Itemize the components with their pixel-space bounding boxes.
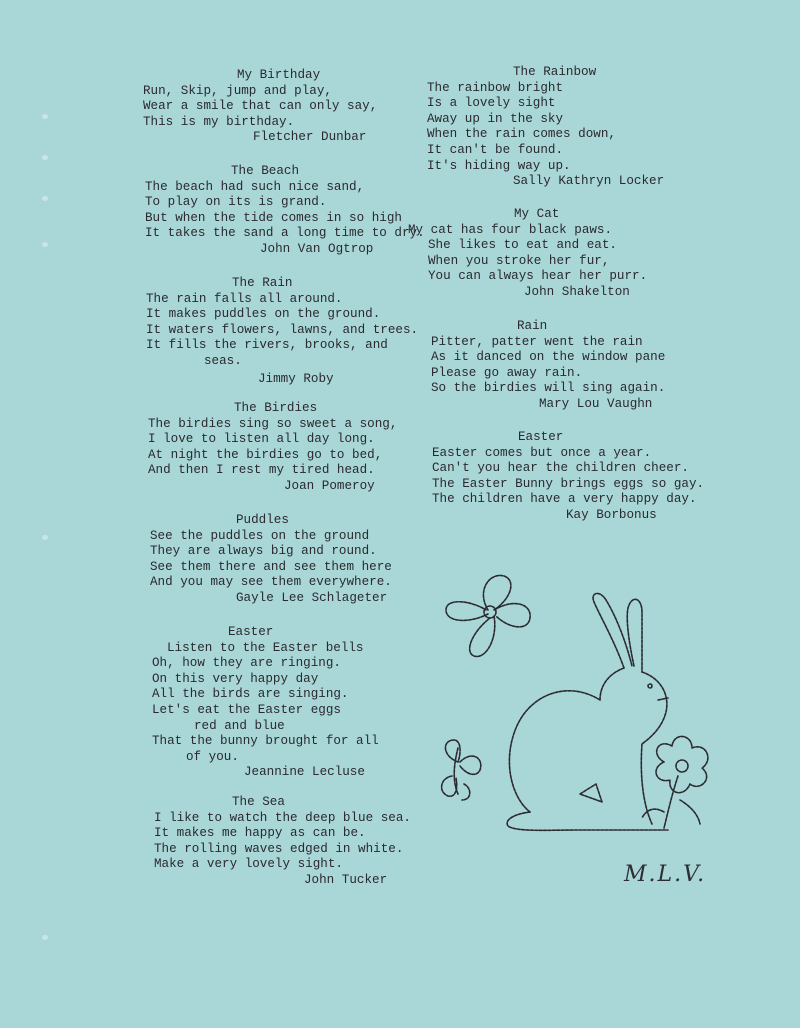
poem-author: Jimmy Roby xyxy=(258,371,334,386)
poem-line: They are always big and round. xyxy=(150,544,377,559)
poem-the-rain xyxy=(146,276,418,387)
poem-easter-left xyxy=(152,625,379,781)
poem-line: Make a very lovely sight. xyxy=(154,857,343,872)
poem-line: The beach had such nice sand, xyxy=(145,179,365,194)
poem-line: Listen to the Easter bells xyxy=(167,640,364,655)
poem-line: All the birds are singing. xyxy=(152,687,349,702)
poem-title: The Rain xyxy=(232,276,293,290)
flower-bottom-left xyxy=(442,740,481,800)
poem-line: See the puddles on the ground xyxy=(150,528,370,543)
flower-top-left xyxy=(446,575,530,656)
poem-line: Is a lovely sight xyxy=(427,96,556,111)
poem-line: She likes to eat and eat. xyxy=(428,238,617,253)
poem-author: Fletcher Dunbar xyxy=(253,130,367,145)
poem-the-birdies xyxy=(148,401,397,495)
poem-my-birthday xyxy=(143,68,377,146)
poem-title: The Birdies xyxy=(234,401,318,415)
poem-line: seas. xyxy=(204,353,242,368)
bunny-and-flowers-drawing xyxy=(428,562,728,852)
poem-puddles xyxy=(150,513,392,607)
poem-my-cat xyxy=(408,207,648,301)
poem-line: On this very happy day xyxy=(152,671,319,686)
poem-line: It fills the rivers, brooks, and xyxy=(146,338,388,353)
poem-line: It can't be found. xyxy=(427,142,564,157)
poem-line: The rain falls all around. xyxy=(146,291,343,306)
poem-title: My Cat xyxy=(514,207,560,221)
poem-line: Please go away rain. xyxy=(431,365,583,380)
poem-line: My cat has four black paws. xyxy=(408,222,613,237)
poem-line: See them there and see them here xyxy=(150,559,392,574)
poem-author: Kay Borbonus xyxy=(566,507,657,522)
poem-author: Gayle Lee Schlageter xyxy=(236,590,388,605)
poem-line: Let's eat the Easter eggs xyxy=(152,702,341,717)
poem-line: The rainbow bright xyxy=(427,80,564,95)
poem-line: Away up in the sky xyxy=(427,111,564,126)
poem-title: Puddles xyxy=(236,513,289,527)
poem-line: Can't you hear the children cheer. xyxy=(432,461,689,476)
poem-line: It makes me happy as can be. xyxy=(154,826,366,841)
poem-line: And then I rest my tired head. xyxy=(148,463,375,478)
poem-line: It takes the sand a long time to dry. xyxy=(145,226,425,241)
poem-line: Easter comes but once a year. xyxy=(432,445,652,460)
punch-hole xyxy=(42,535,48,540)
artist-signature: M.L.V. xyxy=(624,862,707,887)
poem-author: John Shakelton xyxy=(524,284,630,299)
poem-the-sea xyxy=(154,795,411,889)
poem-title: The Sea xyxy=(232,795,285,809)
poem-line: So the birdies will sing again. xyxy=(431,381,666,396)
poem-author: Joan Pomeroy xyxy=(284,478,375,493)
poem-line: I like to watch the deep blue sea. xyxy=(154,810,411,825)
poem-line: The rolling waves edged in white. xyxy=(154,841,404,856)
punch-hole xyxy=(42,242,48,247)
punch-hole xyxy=(42,114,48,119)
poem-title: The Rainbow xyxy=(513,65,597,79)
poem-line: At night the birdies go to bed, xyxy=(148,447,383,462)
poem-title: Easter xyxy=(518,430,564,444)
bunny xyxy=(507,593,668,830)
poem-author: Sally Kathryn Locker xyxy=(513,174,665,189)
punch-hole xyxy=(42,935,48,940)
poem-line: And you may see them everywhere. xyxy=(150,575,392,590)
poem-author: Mary Lou Vaughn xyxy=(539,396,653,411)
poem-line: Pitter, patter went the rain xyxy=(431,334,643,349)
poem-line: But when the tide comes in so high xyxy=(145,210,402,225)
poem-line: Run, Skip, jump and play, xyxy=(143,83,332,98)
poem-line: The children have a very happy day. xyxy=(432,492,697,507)
punch-hole xyxy=(42,155,48,160)
poem-line: The birdies sing so sweet a song, xyxy=(148,416,398,431)
poem-line: It makes puddles on the ground. xyxy=(146,307,381,322)
poem-line: Wear a smile that can only say, xyxy=(143,99,378,114)
poem-line: I love to listen all day long. xyxy=(148,432,375,447)
poem-line: As it danced on the window pane xyxy=(431,350,666,365)
poem-line: It waters flowers, lawns, and trees. xyxy=(146,322,419,337)
poem-title: Easter xyxy=(228,625,274,639)
poem-author: Jeannine Lecluse xyxy=(244,765,365,780)
poem-title: Rain xyxy=(517,319,548,333)
poem-line: When you stroke her fur, xyxy=(428,253,610,268)
poem-title: My Birthday xyxy=(237,68,321,82)
poem-the-rainbow xyxy=(427,65,664,190)
poem-line: red and blue xyxy=(194,718,285,733)
poem-line: When the rain comes down, xyxy=(427,127,616,142)
flower-bottom-right xyxy=(642,736,708,828)
poem-line: That the bunny brought for all xyxy=(152,734,379,749)
poem-line: You can always hear her purr. xyxy=(428,269,648,284)
poem-line: To play on its is grand. xyxy=(145,195,327,210)
poem-line: It's hiding way up. xyxy=(427,158,571,173)
poem-line: This is my birthday. xyxy=(143,114,295,129)
poem-easter-right xyxy=(432,430,704,524)
poem-rain xyxy=(431,319,665,413)
poem-author: John Van Ogtrop xyxy=(260,241,374,256)
poem-author: John Tucker xyxy=(304,872,388,887)
poem-line: Oh, how they are ringing. xyxy=(152,656,341,671)
poem-line: of you. xyxy=(186,749,239,764)
poem-line: The Easter Bunny brings eggs so gay. xyxy=(432,476,705,491)
poem-title: The Beach xyxy=(231,164,300,178)
punch-hole xyxy=(42,196,48,201)
poem-the-beach xyxy=(145,164,425,258)
